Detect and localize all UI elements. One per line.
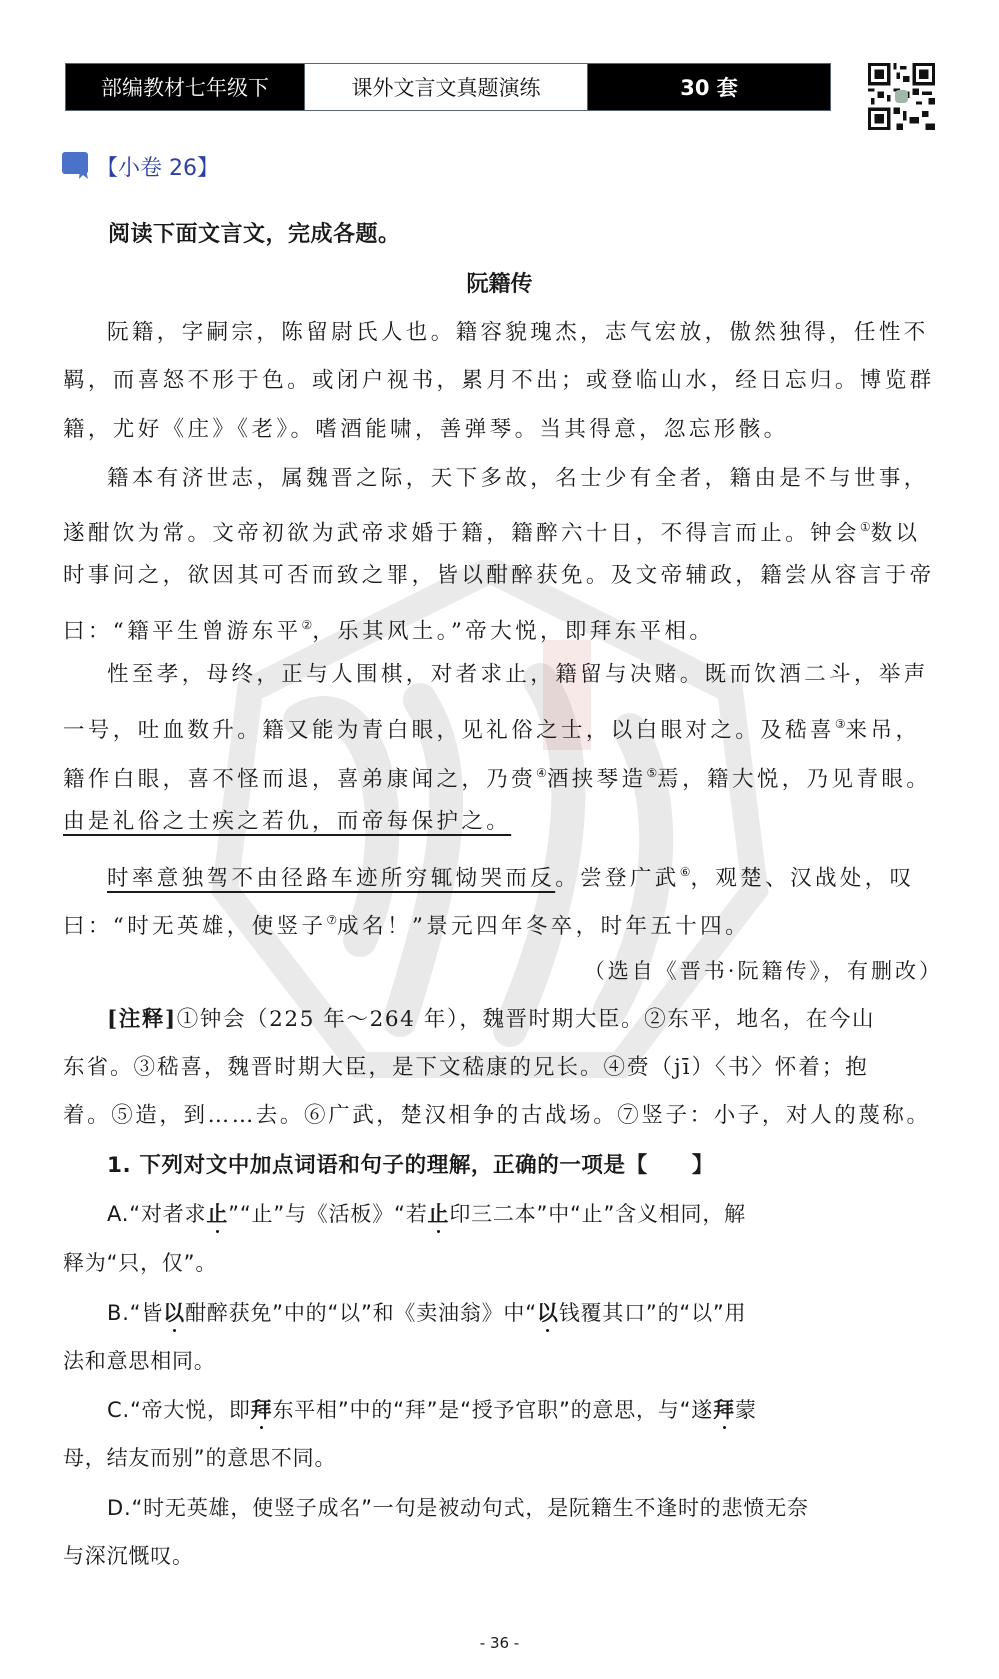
series-title: 课外文言文真题演练 [304, 64, 588, 110]
passage-line: 籍，尤好《庄》《老》。嗜酒能啸，善弹琴。当其得意，忽忘形骸。 [63, 417, 789, 442]
notes-line: [注释]①钟会（225 年～264 年），魏晋时期大臣。②东平，地名，在今山 [107, 1007, 876, 1032]
set-count: 30 套 [588, 64, 830, 110]
dotted-word: 止 [427, 1202, 450, 1226]
option-a-cont: 释为“只，仅”。 [63, 1251, 218, 1275]
section-title: 【小卷 26】 [96, 155, 219, 181]
passage-line: 曰：“时无英雄，使竖子⑦成名！”景元四年冬卒，时年五十四。 [63, 913, 750, 939]
passage-line: 性至孝，母终，正与人围棋，对者求止，籍留与决赌。既而饮酒二斗，举声 [107, 662, 929, 687]
passage-line: 一号，吐血数升。籍又能为青白眼，见礼俗之士，以白眼对之。及嵇喜③来吊， [63, 717, 921, 743]
footnote-mark: ① [859, 520, 871, 534]
qr-code-icon[interactable] [868, 63, 935, 130]
option-b-cont: 法和意思相同。 [63, 1349, 216, 1373]
notes-line: 东省。③嵇喜，魏晋时期大臣，是下文嵇康的兄长。④赍（jī）〈书〉怀着；抱 [63, 1055, 869, 1080]
page-number: - 36 - [479, 1634, 520, 1652]
underlined-sentence: 时率意独驾不由径路车迹所穷辄恸哭而反 [107, 866, 556, 891]
textbook-label: 部编教材七年级下 [66, 64, 304, 110]
passage-line: 遂酣饮为常。文帝初欲为武帝求婚于籍，籍醉六十日，不得言而止。钟会①数以 [63, 520, 921, 546]
question-stem: 1. 下列对文中加点词语和句子的理解，正确的一项是【 】 [107, 1153, 715, 1178]
passage-line: 羁，而喜怒不形于色。或闭户视书，累月不出；或登临山水，经日忘归。博览群 [63, 368, 935, 393]
dotted-word: 以 [536, 1301, 559, 1325]
passage-line: 曰：“籍平生曾游东平②，乐其风土。”帝大悦，即拜东平相。 [63, 618, 715, 644]
option-d-cont: 与深沉慨叹。 [63, 1544, 194, 1568]
option-a[interactable]: A.“对者求止”“止”与《活板》“若止印三二本”中“止”含义相同，解 [107, 1202, 746, 1226]
passage-line: 阮籍，字嗣宗，陈留尉氏人也。籍容貌瑰杰，志气宏放，傲然独得，任性不 [107, 320, 929, 345]
dotted-word: 拜 [713, 1398, 735, 1422]
passage-line: 时事问之，欲因其可否而致之罪，皆以酣醉获免。及文帝辅政，籍尝从容言于帝 [63, 563, 935, 588]
option-b[interactable]: B.“皆以酣醉获免”中的“以”和《卖油翁》中“以钱覆其口”的“以”用 [107, 1301, 747, 1325]
reading-instruction: 阅读下面文言文，完成各题。 [108, 222, 401, 247]
passage-line [63, 807, 945, 837]
dotted-word: 以 [163, 1301, 185, 1325]
passage-source: （选自《晋书·阮籍传》，有删改） [583, 959, 943, 983]
footnote-mark: ⑤ [646, 766, 658, 780]
footnote-mark: ③ [834, 717, 846, 731]
underlined-sentence: 由是礼俗之士疾之若仇，而帝每保护之。 [63, 809, 512, 834]
header-bar [65, 63, 831, 111]
passage-line: 籍作白眼，喜不怪而退，喜弟康闻之，乃赍④酒挟琴造⑤焉，籍大悦，乃见青眼。 [63, 766, 932, 792]
passage-line: 时率意独驾不由径路车迹所穷辄恸哭而反。尝登广武⑥，观楚、汉战处，叹 [107, 865, 915, 891]
notes-label: [注释] [107, 1007, 177, 1032]
section-label [62, 150, 219, 182]
footnote-mark: ⑦ [326, 913, 338, 927]
option-c-cont: 母，结友而别”的意思不同。 [63, 1446, 337, 1470]
dotted-word: 止 [206, 1202, 229, 1226]
option-c[interactable]: C.“帝大悦，即拜东平相”中的“拜”是“授予官职”的意思，与“遂拜蒙 [107, 1398, 757, 1422]
footnote-mark: ⑥ [679, 865, 691, 879]
footnote-mark: ② [301, 618, 313, 632]
option-d[interactable]: D.“时无英雄，使竖子成名”一句是被动句式，是阮籍生不逢时的悲愤无奈 [107, 1496, 809, 1520]
notes-line: 着。⑤造，到……去。⑥广武，楚汉相争的古战场。⑦竖子：小子，对人的蔑称。 [63, 1103, 931, 1128]
bookmark-icon [62, 152, 92, 180]
dotted-word: 拜 [250, 1398, 273, 1422]
passage-line: 籍本有济世志，属魏晋之际，天下多故，名士少有全者，籍由是不与世事， [107, 466, 929, 491]
footnote-mark: ④ [536, 766, 547, 780]
passage-title: 阮籍传 [466, 272, 533, 297]
